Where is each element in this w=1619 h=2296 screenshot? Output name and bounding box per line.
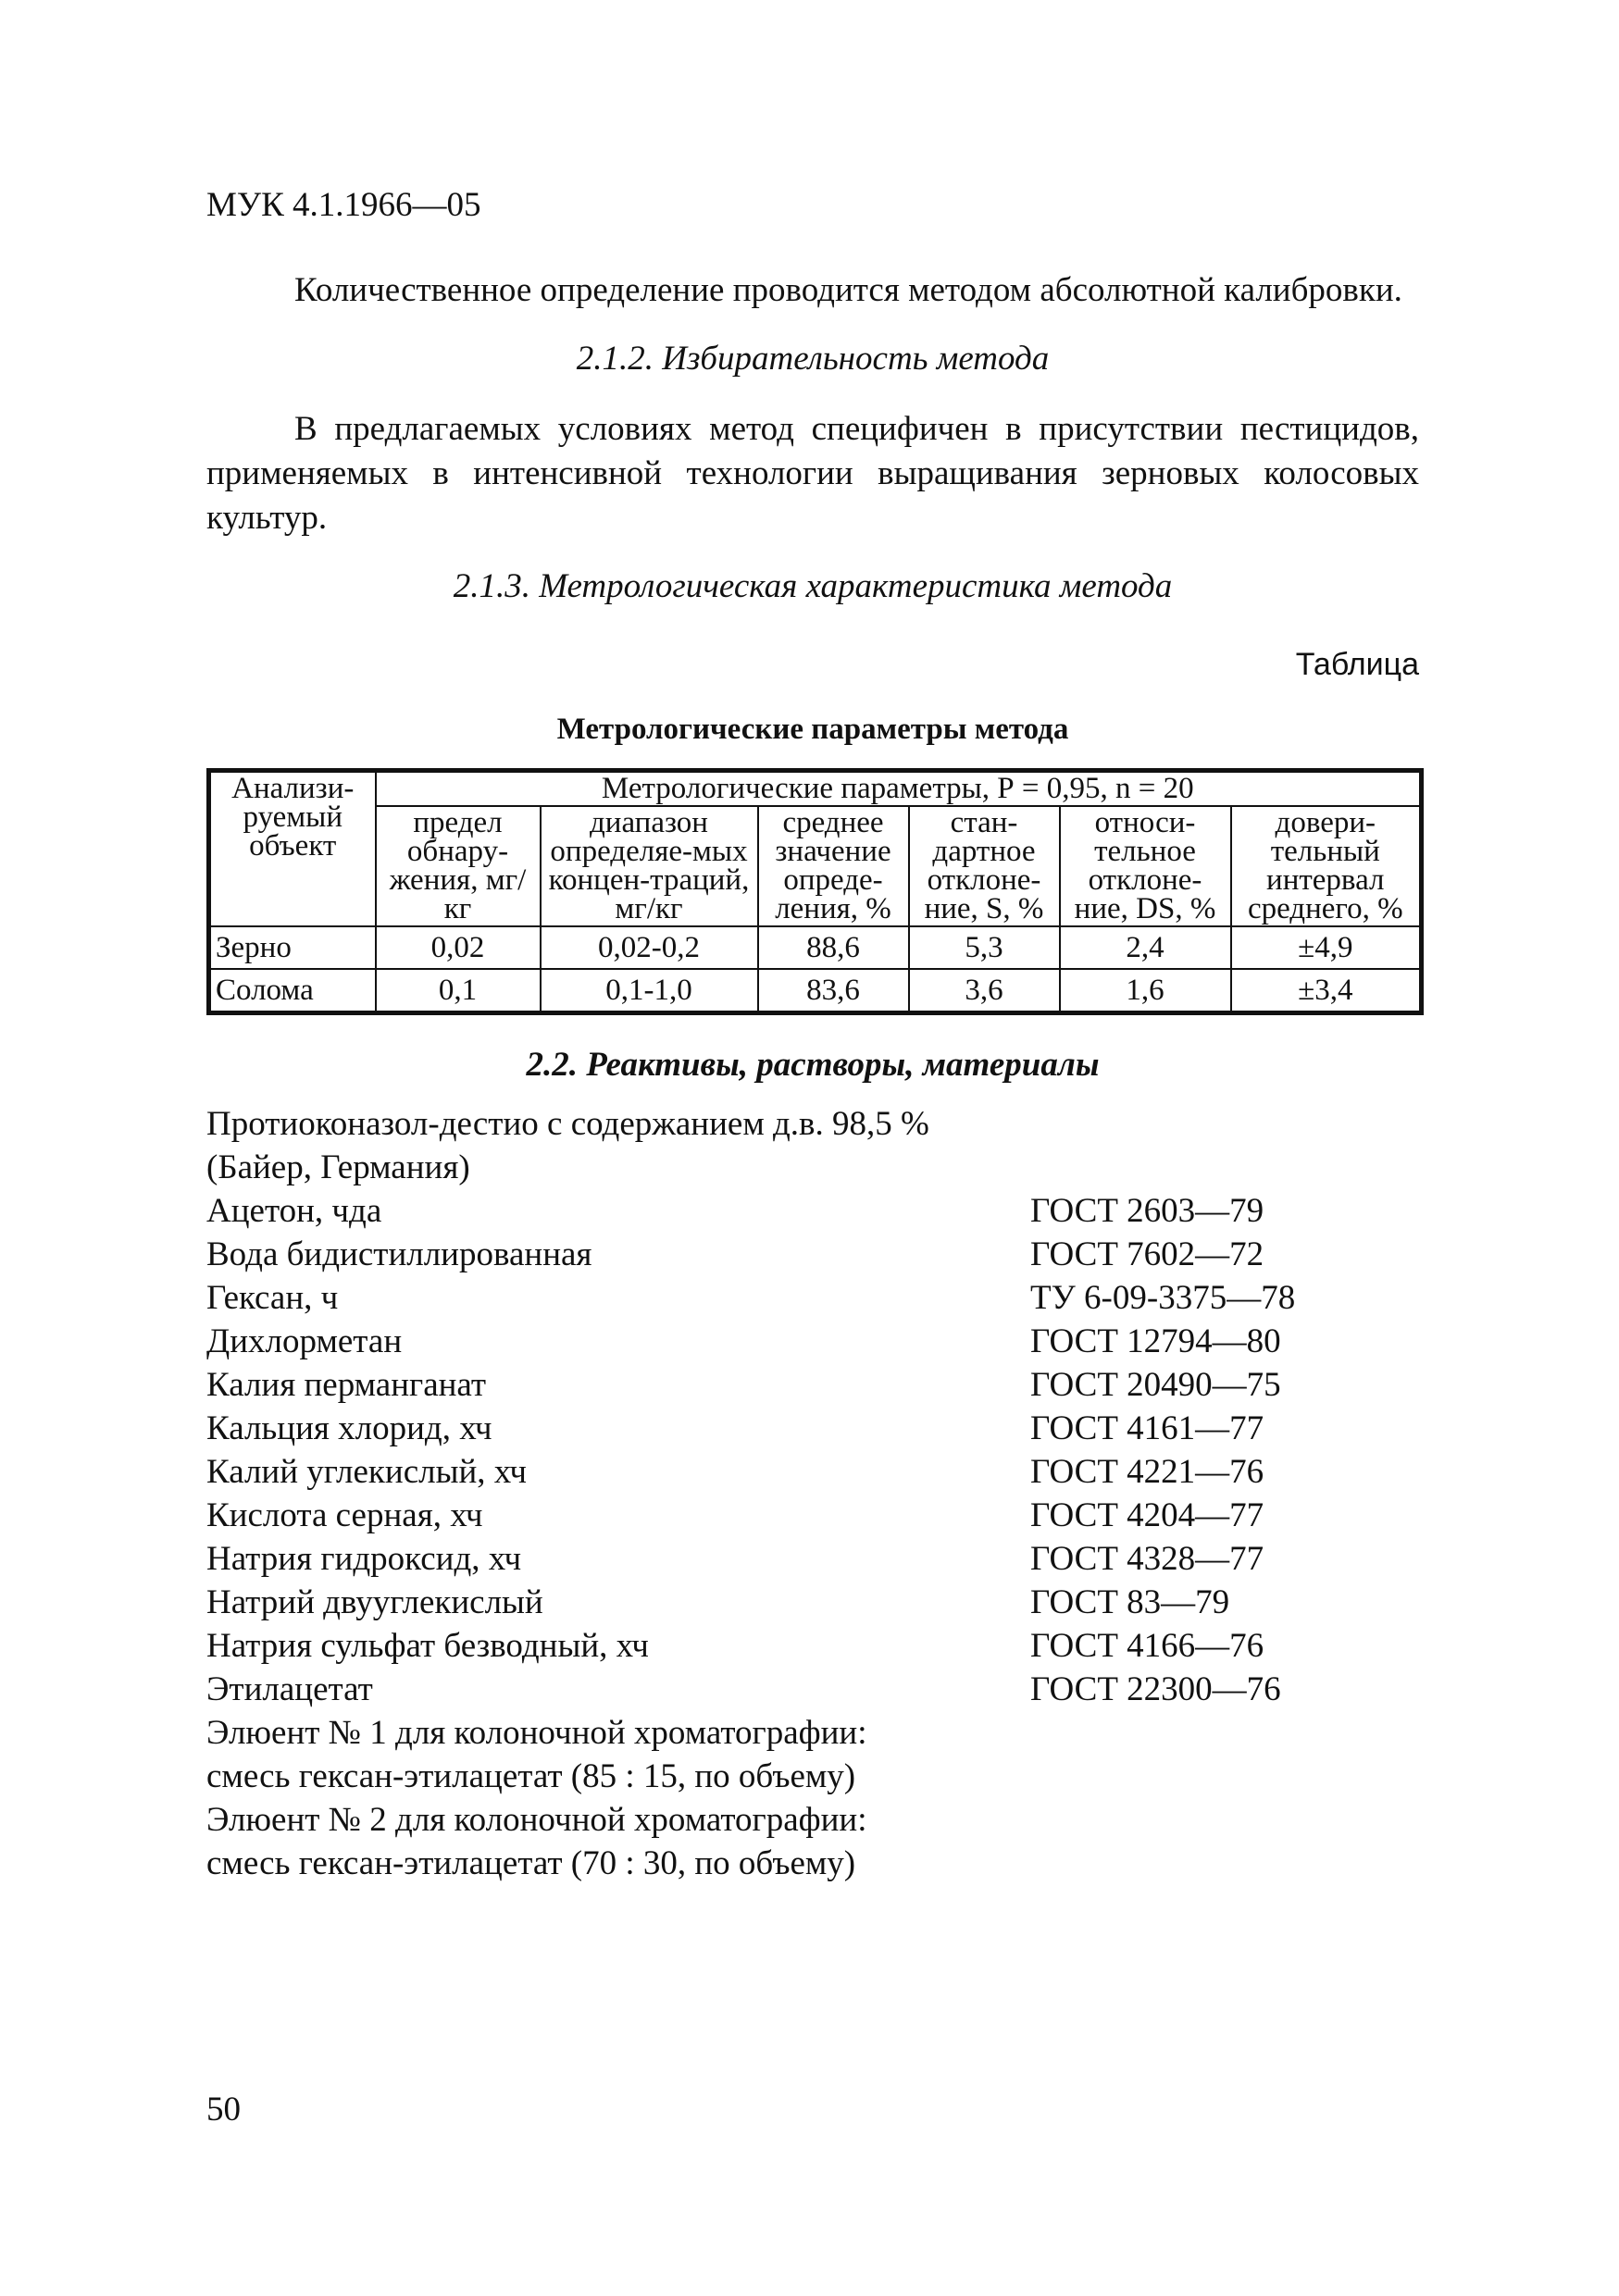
reagent-standard [1030,1102,1419,1146]
list-item [206,1233,1419,1276]
list-item [206,1842,1419,1885]
reagent-name: Дихлорметан [206,1322,403,1360]
column-header: относи-тельное отклоне-ние, DS, % [1060,806,1231,926]
reagent-name: Кислота серная, хч [206,1496,483,1534]
table-cell: 1,6 [1060,969,1231,1013]
table-cell: 0,1 [376,969,541,1013]
reagent-name: смесь гексан-этилацетат (85 : 15, по объему) [206,1757,856,1795]
table-column-header-row [209,806,1422,926]
reagent-name: Гексан, ч [206,1279,339,1317]
table-cell: 0,1-1,0 [541,969,758,1013]
reagent-standard [1030,1842,1419,1885]
page-content [206,268,1419,1885]
table-cell: ±4,9 [1231,926,1422,969]
table-cell: 83,6 [758,969,909,1013]
list-item [206,1189,1419,1233]
reagent-standard: ГОСТ 4221—76 [1030,1453,1264,1491]
reagent-standard: ГОСТ 2603—79 [1030,1192,1264,1230]
column-header: довери-тельный интервал среднего, % [1231,806,1422,926]
column-header: предел обнару-жения, мг/кг [376,806,541,926]
table-cell: 0,02 [376,926,541,969]
section-2-1-2-text: В предлагаемых условиях метод специфичен в присутствии пестицидов, применяемых в интенсивной технологии выращивания зерновых колосовых культур. [206,410,1419,537]
reagent-name: Натрий двууглекислый [206,1583,543,1621]
section-2-1-3-title: 2.1.3. Метрологическая характеристика метода [453,567,1173,605]
metrology-table [206,768,1424,1015]
table-cell: 88,6 [758,926,909,969]
table-cell: 0,02-0,2 [541,926,758,969]
list-item [206,1537,1419,1581]
reagent-name: Натрия гидроксид, хч [206,1540,522,1578]
table-row [209,926,1422,969]
reagent-standard [1030,1755,1419,1798]
intro-paragraph: Количественное определение проводится методом абсолютной калибровки. [294,271,1402,309]
reagent-standard: ТУ 6-09-3375—78 [1030,1279,1296,1317]
reagent-standard: ГОСТ 22300—76 [1030,1670,1281,1708]
list-item [206,1276,1419,1320]
doc-code: МУК 4.1.1966—05 [206,186,481,224]
row-object: Зерно [209,926,376,969]
list-item [206,1320,1419,1363]
list-item [206,1668,1419,1711]
column-header: стан-дартное отклоне-ние, S, % [909,806,1060,926]
table-cell: ±3,4 [1231,969,1422,1013]
reagent-standard: ГОСТ 4328—77 [1030,1540,1264,1578]
list-item [206,1407,1419,1450]
reagent-standard: ГОСТ 12794—80 [1030,1322,1281,1360]
reagent-name: Элюент № 1 для колоночной хроматографии: [206,1714,867,1752]
reagent-standard: ГОСТ 20490—75 [1030,1366,1281,1404]
table-title: Метрологические параметры метода [556,713,1069,746]
list-item [206,1711,1419,1755]
reagent-standard [1030,1798,1419,1842]
reagents-list [206,1102,1419,1885]
column-header: диапазон определяе-мых концен-траций, мг/кг [541,806,758,926]
reagent-name: Вода бидистиллированная [206,1235,592,1273]
reagent-standard [1030,1711,1419,1755]
list-item [206,1494,1419,1537]
list-item [206,1146,1419,1189]
reagent-standard [1030,1146,1419,1189]
reagent-name: смесь гексан-этилацетат (70 : 30, по объему) [206,1844,856,1882]
list-item [206,1363,1419,1407]
reagent-standard: ГОСТ 4161—77 [1030,1409,1264,1447]
reagent-name: Протиоконазол-дестио с содержанием д.в. 98,5 % [206,1105,929,1143]
list-item [206,1102,1419,1146]
reagent-standard: ГОСТ 83—79 [1030,1583,1230,1621]
reagent-name: Ацетон, чда [206,1192,382,1230]
reagent-name: Калий углекислый, хч [206,1453,528,1491]
reagent-name: Калия перманганат [206,1366,487,1404]
object-column-header: Анализи-руемый объект [209,771,376,927]
row-object: Солома [209,969,376,1013]
reagent-name: Элюент № 2 для колоночной хроматографии: [206,1801,867,1839]
reagent-standard: ГОСТ 4204—77 [1030,1496,1264,1534]
parameters-group-header: Метрологические параметры, Р = 0,95, n = 20 [376,771,1422,807]
list-item [206,1798,1419,1842]
table-group-header-row [209,771,1422,807]
table-cell: 2,4 [1060,926,1231,969]
reagent-name: (Байер, Германия) [206,1148,470,1186]
list-item [206,1450,1419,1494]
reagent-name: Натрия сульфат безводный, хч [206,1627,649,1665]
reagent-standard: ГОСТ 7602—72 [1030,1235,1264,1273]
table-label: Таблица [1295,647,1419,682]
reagent-name: Этилацетат [206,1670,373,1708]
reagent-name: Кальция хлорид, хч [206,1409,492,1447]
table-cell: 3,6 [909,969,1060,1013]
list-item [206,1581,1419,1624]
section-2-1-2-title: 2.1.2. Избирательность метода [576,340,1050,378]
page-number: 50 [206,2091,241,2128]
table-cell: 5,3 [909,926,1060,969]
list-item [206,1755,1419,1798]
reagent-standard: ГОСТ 4166—76 [1030,1627,1264,1665]
list-item [206,1624,1419,1668]
section-2-2-title: 2.2. Реактивы, растворы, материалы [526,1046,1100,1084]
table-row [209,969,1422,1013]
column-header: среднее значение опреде-ления, % [758,806,909,926]
